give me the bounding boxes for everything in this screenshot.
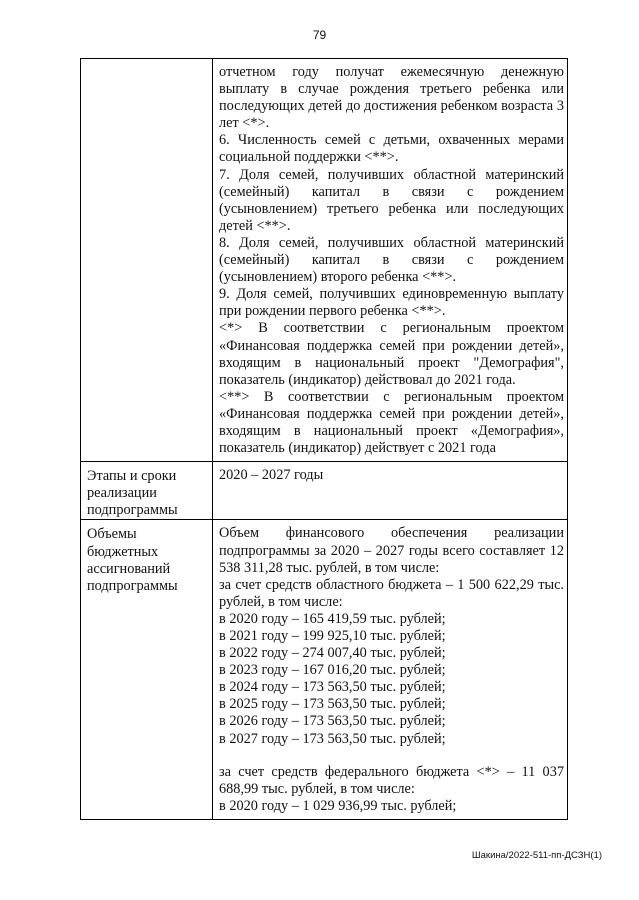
blank-line — [219, 748, 564, 764]
table-row — [81, 462, 568, 520]
document-footer: Шакина/2022-511-пп-ДСЗН(1) — [471, 850, 602, 861]
page-number: 79 — [312, 28, 327, 42]
value-line: Объем финансового обеспечения реализации подпрограммы за 2020 – 2027 годы всего составляет 12 538 311,28 тыс. рублей, в том числе: — [219, 525, 564, 576]
value-line: в 2022 году – 274 007,40 тыс. рублей; — [219, 645, 446, 662]
table-row — [81, 59, 568, 462]
row-value — [213, 462, 568, 520]
value-line: в 2023 году – 167 016,20 тыс. рублей; — [219, 662, 446, 679]
value-line: отчетном году получат ежемесячную денежную выплату в случае рождения третьего ребенка или последующих детей до достижения ребенком возраста 3 лет <*>. — [219, 64, 564, 132]
value-line: в 2027 году – 173 563,50 тыс. рублей; — [219, 730, 446, 747]
footnote-line: <*> В соответствии с региональным проектом «Финансовая поддержка семей при рождении детей», входящим в национальный проект "Демография", показатель (индикатор) действовал до 2021 года. — [219, 320, 564, 388]
value-line: в 2024 году – 173 563,50 тыс. рублей; — [219, 679, 446, 696]
value-line: в 2026 году – 173 563,50 тыс. рублей; — [219, 713, 446, 730]
value-line: 2020 – 2027 годы — [219, 467, 324, 484]
value-line: за счет средств федерального бюджета <*> – 11 037 688,99 тыс. рублей, в том числе: — [219, 763, 564, 797]
value-line: в 2020 году – 165 419,59 тыс. рублей; — [219, 610, 446, 627]
table-row — [81, 520, 568, 820]
row-label: Этапы и сроки реализации подпрограммы — [81, 462, 213, 520]
subprogram-passport-table — [80, 58, 568, 820]
value-line: в 2021 году – 199 925,10 тыс. рублей; — [219, 628, 446, 644]
value-line: за счет средств областного бюджета – 1 500 622,29 тыс. рублей, в том числе: — [219, 576, 564, 610]
row-value — [213, 59, 568, 462]
value-line: 6. Численность семей с детьми, охваченных мерами социальной поддержки <**>. — [219, 132, 564, 166]
row-label — [81, 59, 213, 462]
value-line: в 2025 году – 173 563,50 тыс. рублей; — [219, 696, 446, 713]
footnote-line: <**> В соответствии с региональным проектом «Финансовая поддержка семей при рождении детей», входящим в национальный проект «Демография», показатель (индикатор) действует с 2021 года — [219, 388, 564, 457]
value-line: 8. Доля семей, получивших областной материнский (семейный) капитал в связи с рождением (усыновлением) второго ребенка <**>. — [219, 234, 564, 286]
value-line: 9. Доля семей, получивших единовременную выплату при рождении первого ребенка <**>. — [219, 286, 564, 320]
value-line: в 2020 году – 1 029 936,99 тыс. рублей; — [219, 797, 457, 814]
row-value — [213, 520, 568, 820]
row-label: Объемы бюджетных ассигнований подпрограммы — [81, 520, 213, 820]
value-line: 7. Доля семей, получивших областной материнский (семейный) капитал в связи с рождением (усыновлением) третьего ребенка или последующих детей <**>. — [219, 166, 564, 234]
